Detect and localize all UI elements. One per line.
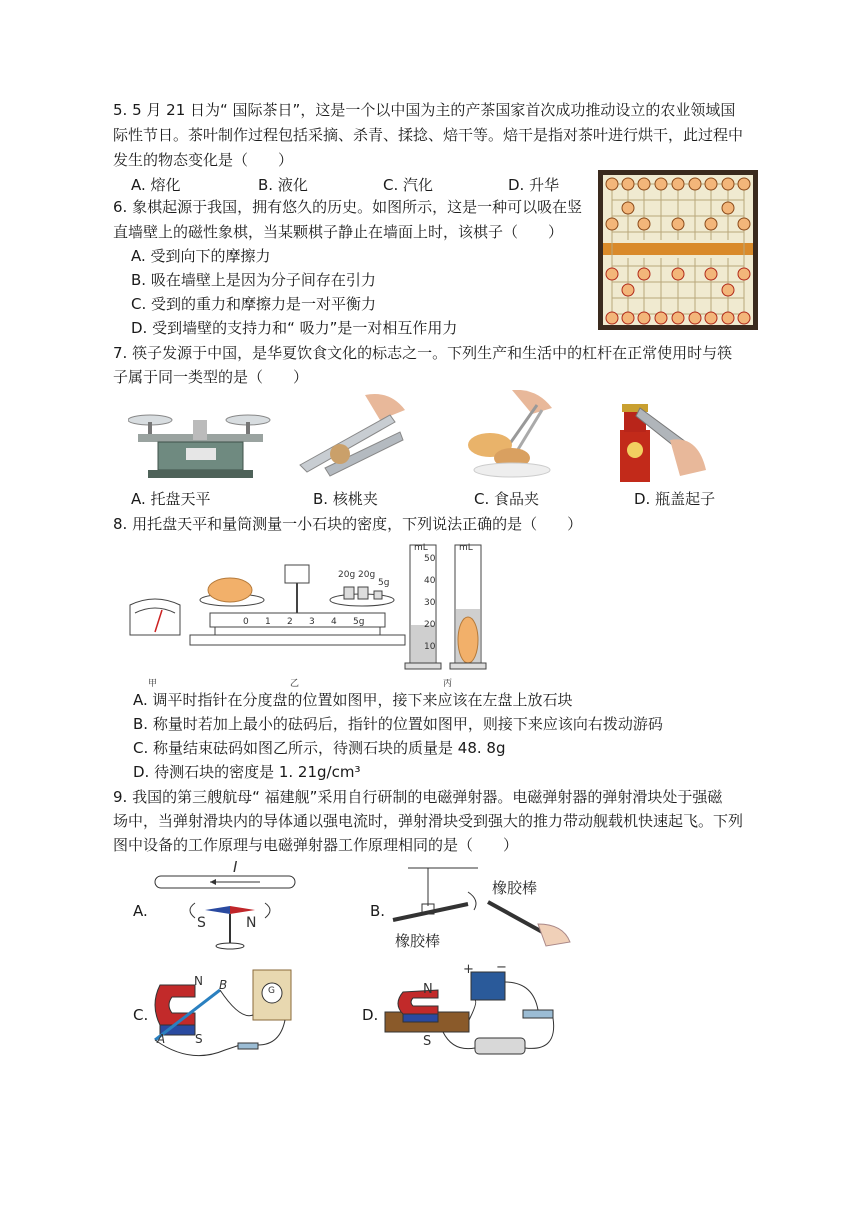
q5-option-d: D. 升华 [508, 176, 560, 194]
q6-line-1: 6. 象棋起源于我国，拥有悠久的历史。如图所示，这是一种可以吸在竖 [113, 198, 583, 216]
q5-line-1: 5. 5 月 21 日为“ 国际茶日”，这是一个以中国为主的产茶国家首次成功推动设立的农业领域国 [113, 101, 736, 119]
scale-tick-1: 1 [265, 617, 271, 627]
q6-option-a: A. 受到向下的摩擦力 [131, 247, 271, 265]
q9-option-d-letter: D. [362, 1006, 379, 1024]
q9-option-c-letter: C. [133, 1006, 149, 1024]
weight-label-1: 20g [338, 570, 356, 580]
magnet-s-label-c: S [195, 1032, 203, 1046]
cylinder-unit-2: mL [459, 543, 473, 553]
cylinder-unit-1: mL [414, 543, 428, 553]
q6-option-d: D. 受到墙壁的支持力和“ 吸力”是一对相互作用力 [131, 319, 458, 337]
magnet-s-label-d: S [423, 1034, 432, 1049]
rod-label-1: 橡胶棒 [492, 879, 538, 897]
scale-tick-4: 4 [331, 617, 337, 627]
point-b-label: B [219, 978, 228, 992]
battery-plus-label: + [463, 962, 474, 977]
cylinders-figure-bing [405, 545, 486, 669]
nutcracker-image [295, 390, 415, 482]
cylinder-tick-30: 30 [424, 598, 436, 608]
magnet-n-label-d: N [423, 982, 433, 997]
q9-line-3: 图中设备的工作原理与电磁弹射器工作原理相同的是（ ） [113, 836, 519, 854]
q8-option-a: A. 调平时指针在分度盘的位置如图甲，接下来应该在左盘上放石块 [133, 691, 573, 709]
cylinder-tick-40: 40 [424, 576, 436, 586]
scale-tick-0: 0 [243, 617, 249, 627]
q7-caption-a: A. 托盘天平 [131, 490, 211, 508]
q5-line-2: 际性节日。茶叶制作过程包括采摘、杀青、揉捻、焙干等。焙干是指对茶叶进行烘干，此过程中 [113, 126, 744, 144]
density-experiment-figure [120, 535, 500, 683]
q8-line-1: 8. 用托盘天平和量筒测量一小石块的密度，下列说法正确的是（ ） [113, 515, 583, 533]
q6-option-c: C. 受到的重力和摩擦力是一对平衡力 [131, 295, 377, 313]
cylinder-tick-10: 10 [424, 642, 436, 652]
magnet-n-label-c: N [194, 974, 203, 988]
scale-tick-2: 2 [287, 617, 293, 627]
q6-option-b: B. 吸在墙壁上是因为分子间存在引力 [131, 271, 376, 289]
q9-line-2: 场中，当弹射滑块内的导体通以强电流时，弹射滑块受到强大的推力带动舰载机快速起飞。下列 [113, 812, 744, 830]
needle-s-label: S [197, 915, 206, 931]
cylinder-tick-50: 50 [424, 554, 436, 564]
q9-option-a-letter: A. [133, 902, 148, 920]
bottle-opener-image [610, 390, 708, 482]
needle-n-label: N [246, 915, 257, 931]
galvanometer-g-label: G [268, 986, 275, 996]
q6-line-2: 直墙壁上的磁性象棋，当某颗棋子静止在墙面上时，该棋子（ ） [113, 223, 564, 241]
weight-label-3: 5g [378, 578, 390, 588]
scale-tick-5g: 5g [353, 617, 365, 627]
q9-option-b-letter: B. [370, 902, 386, 920]
q8-label-jia: 甲 [148, 679, 158, 689]
weight-label-2: 20g [358, 570, 376, 580]
q7-caption-d: D. 瓶盖起子 [634, 490, 716, 508]
food-tongs-image [462, 390, 554, 482]
q7-caption-c: C. 食品夹 [474, 490, 540, 508]
cylinder-tick-20: 20 [424, 620, 436, 630]
q8-option-c: C. 称量结束砝码如图乙所示，待测石块的质量是 48. 8g [133, 739, 506, 757]
q9-line-1: 9. 我国的第三艘航母“ 福建舰”采用自行研制的电磁弹射器。电磁弹射器的弹射滑块处于强磁 [113, 788, 723, 806]
scale-tick-3: 3 [309, 617, 315, 627]
q8-option-b: B. 称量时若加上最小的砝码后，指针的位置如图甲，则接下来应该向右拨动游码 [133, 715, 663, 733]
oersted-experiment-figure [150, 858, 310, 953]
motor-principle-figure [383, 962, 563, 1062]
tray-balance-image [128, 390, 273, 482]
battery-minus-label: − [496, 960, 507, 975]
dial-figure-jia [130, 599, 180, 635]
point-a-label: A [157, 1032, 166, 1046]
q5-option-b: B. 液化 [258, 176, 308, 194]
q5-option-c: C. 汽化 [383, 176, 434, 194]
chess-board-figure [598, 170, 758, 330]
board-river [603, 243, 753, 255]
q8-label-yi: 乙 [290, 679, 300, 689]
q8-label-bing: 丙 [443, 679, 453, 689]
rod-label-2: 橡胶棒 [395, 932, 441, 950]
current-label: I [233, 858, 238, 876]
q5-option-a: A. 熔化 [131, 176, 181, 194]
q7-line-1: 7. 筷子发源于中国，是华夏饮食文化的标志之一。下列生产和生活中的杠杆在正常使用时与筷 [113, 344, 733, 362]
q8-option-d: D. 待测石块的密度是 1. 21g/cm³ [133, 763, 361, 781]
q7-caption-b: B. 核桃夹 [313, 490, 378, 508]
q7-line-2: 子属于同一类型的是（ ） [113, 368, 309, 386]
q5-line-3: 发生的物态变化是（ ） [113, 151, 294, 169]
